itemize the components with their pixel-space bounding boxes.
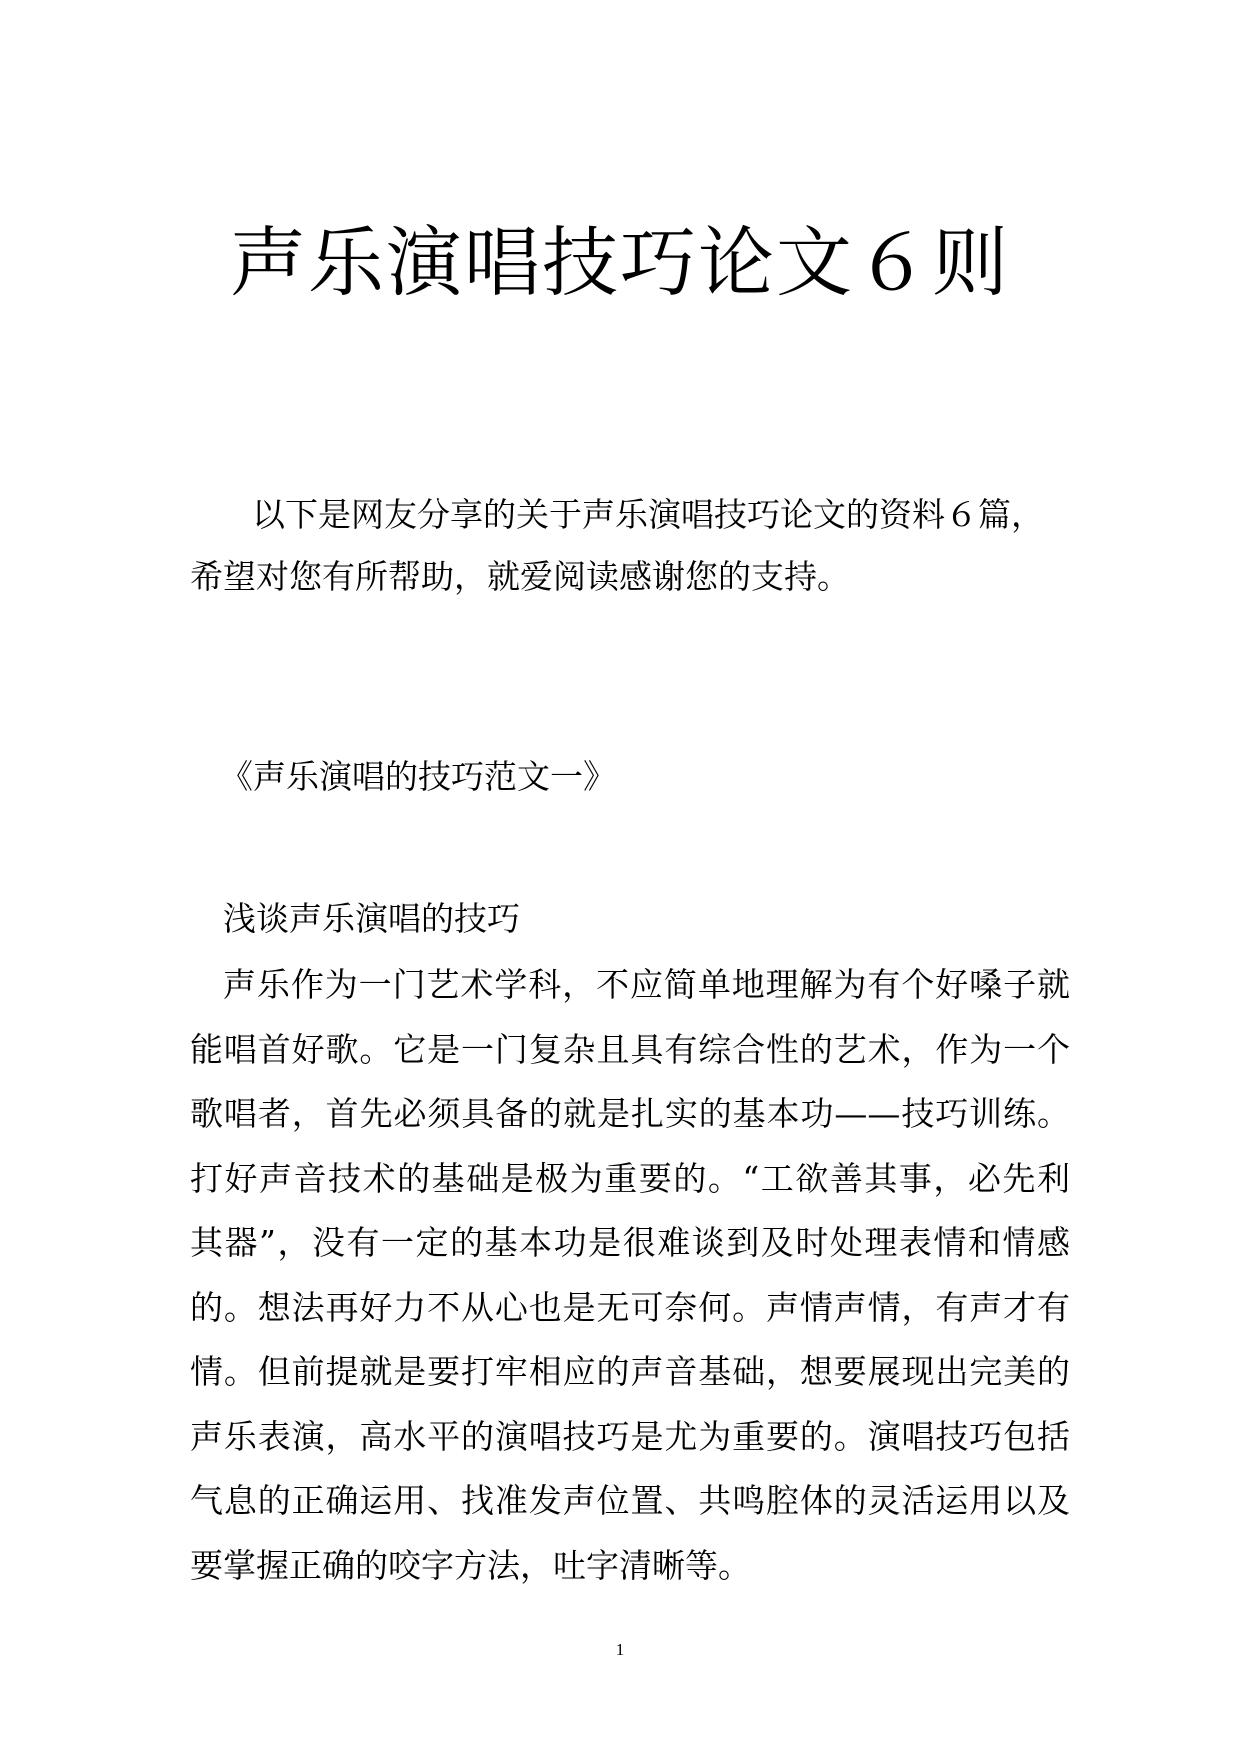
body-paragraph [190,953,1070,1598]
page-number: 1 [615,1640,625,1659]
body-line: 能唱首好歌。它是一门复杂且具有综合性的艺术，作为一个 [190,1029,1070,1069]
body-line: 声乐表演，高水平的演唱技巧是尤为重要的。演唱技巧包括 [190,1416,1070,1456]
body-line: 气息的正确运用、找准发声位置、共鸣腔体的灵活运用以及 [190,1481,1070,1520]
body-line: 的。想法再好力不从心也是无可奈何。声情声情，有声才有 [190,1287,1070,1327]
document-title: 声乐演唱技巧论文６则 [230,218,1010,307]
intro-paragraph [190,484,1070,608]
body-line: 情。但前提就是要打牢相应的声音基础，想要展现出完美的 [190,1352,1070,1391]
body-line: 打好声音技术的基础是极为重要的。“工欲善其事，必先利 [190,1158,1070,1198]
section-heading: 《声乐演唱的技巧范文一》 [220,757,616,796]
essay-title: 浅谈声乐演唱的技巧 [223,899,520,938]
body-line: 声乐作为一门艺术学科，不应简单地理解为有个好嗓子就 [223,965,1070,1004]
intro-line: 以下是网友分享的关于声乐演唱技巧论文的资料６篇， [252,495,1044,534]
intro-line: 希望对您有所帮助，就爱阅读感谢您的支持。 [190,557,850,596]
body-line: 歌唱者，首先必须具备的就是扎实的基本功——技巧训练。 [190,1094,1070,1133]
body-line: 其器”，没有一定的基本功是很难谈到及时处理表情和情感 [190,1223,1070,1262]
body-line: 要掌握正确的咬字方法，吐字清晰等。 [190,1545,751,1585]
